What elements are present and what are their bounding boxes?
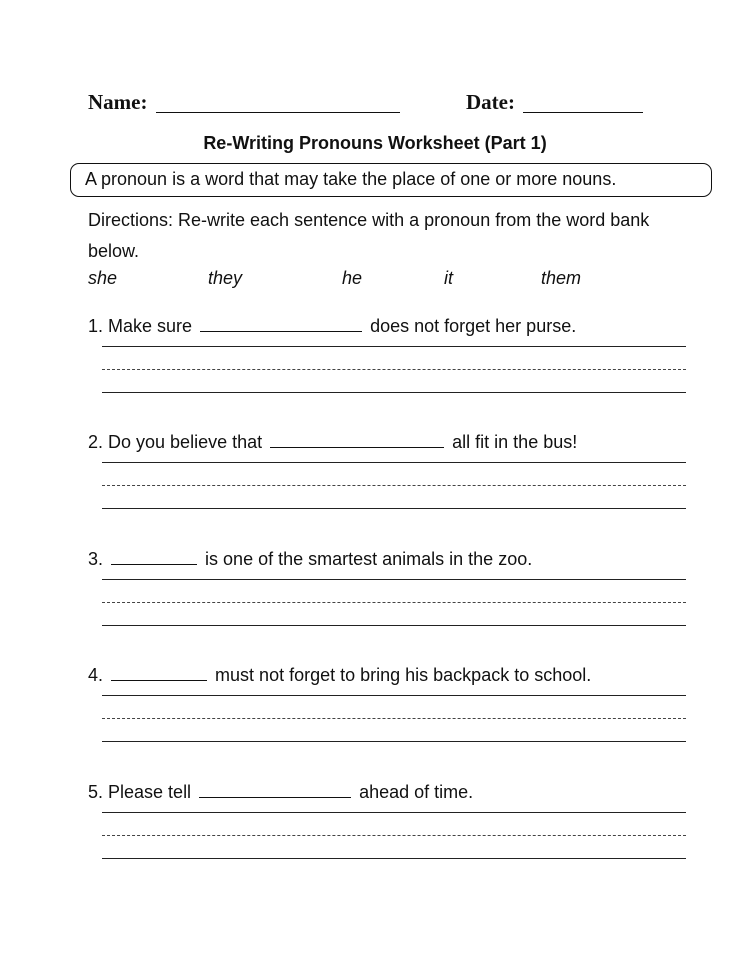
name-blank[interactable] xyxy=(156,112,400,113)
question-text-after: is one of the smartest animals in the zoo. xyxy=(205,549,533,569)
writing-line-top[interactable] xyxy=(102,695,686,696)
worksheet-title: Re-Writing Pronouns Worksheet (Part 1) xyxy=(203,133,547,153)
writing-line-midline xyxy=(102,718,686,719)
date-label: Date: xyxy=(466,90,515,114)
writing-line-bottom xyxy=(102,508,686,509)
word-bank-item: he xyxy=(342,268,363,288)
question-text-before: 4. xyxy=(88,665,104,685)
writing-line-midline xyxy=(102,835,686,836)
word-bank-item: she xyxy=(88,268,118,288)
directions: Directions: Re-write each sentence with a pronoun from the word bank below. xyxy=(88,210,650,261)
word-bank-item: they xyxy=(208,268,243,288)
word-bank xyxy=(88,268,648,294)
answer-blank[interactable] xyxy=(111,662,207,681)
definition-box: A pronoun is a word that may take the place of one or more nouns. xyxy=(70,163,712,197)
writing-line-top[interactable] xyxy=(102,462,686,463)
header xyxy=(88,86,668,120)
question-text-before: 2. Do you believe that xyxy=(88,432,263,452)
writing-line-top[interactable] xyxy=(102,346,686,347)
word-bank-item: it xyxy=(444,268,453,288)
question-text-after: must not forget to bring his backpack to school. xyxy=(215,665,592,685)
writing-line-bottom xyxy=(102,392,686,393)
writing-line-bottom xyxy=(102,741,686,742)
answer-blank[interactable] xyxy=(200,313,362,332)
writing-line-top[interactable] xyxy=(102,812,686,813)
question-text-before: 3. xyxy=(88,549,104,569)
writing-line-midline xyxy=(102,485,686,486)
answer-blank[interactable] xyxy=(199,779,351,798)
question-text-after: does not forget her purse. xyxy=(370,316,577,336)
writing-line-midline xyxy=(102,602,686,603)
date-blank[interactable] xyxy=(523,112,643,113)
answer-blank[interactable] xyxy=(111,546,197,565)
question-text-after: all fit in the bus! xyxy=(452,432,578,452)
writing-line-top[interactable] xyxy=(102,579,686,580)
writing-line-midline xyxy=(102,369,686,370)
word-bank-item: them xyxy=(541,268,582,288)
question-text-after: ahead of time. xyxy=(359,782,474,802)
question-text-before: 5. Please tell xyxy=(88,782,192,802)
writing-line-bottom xyxy=(102,625,686,626)
question-text-before: 1. Make sure xyxy=(88,316,193,336)
writing-line-bottom xyxy=(102,858,686,859)
answer-blank[interactable] xyxy=(270,429,444,448)
name-label: Name: xyxy=(88,90,148,114)
